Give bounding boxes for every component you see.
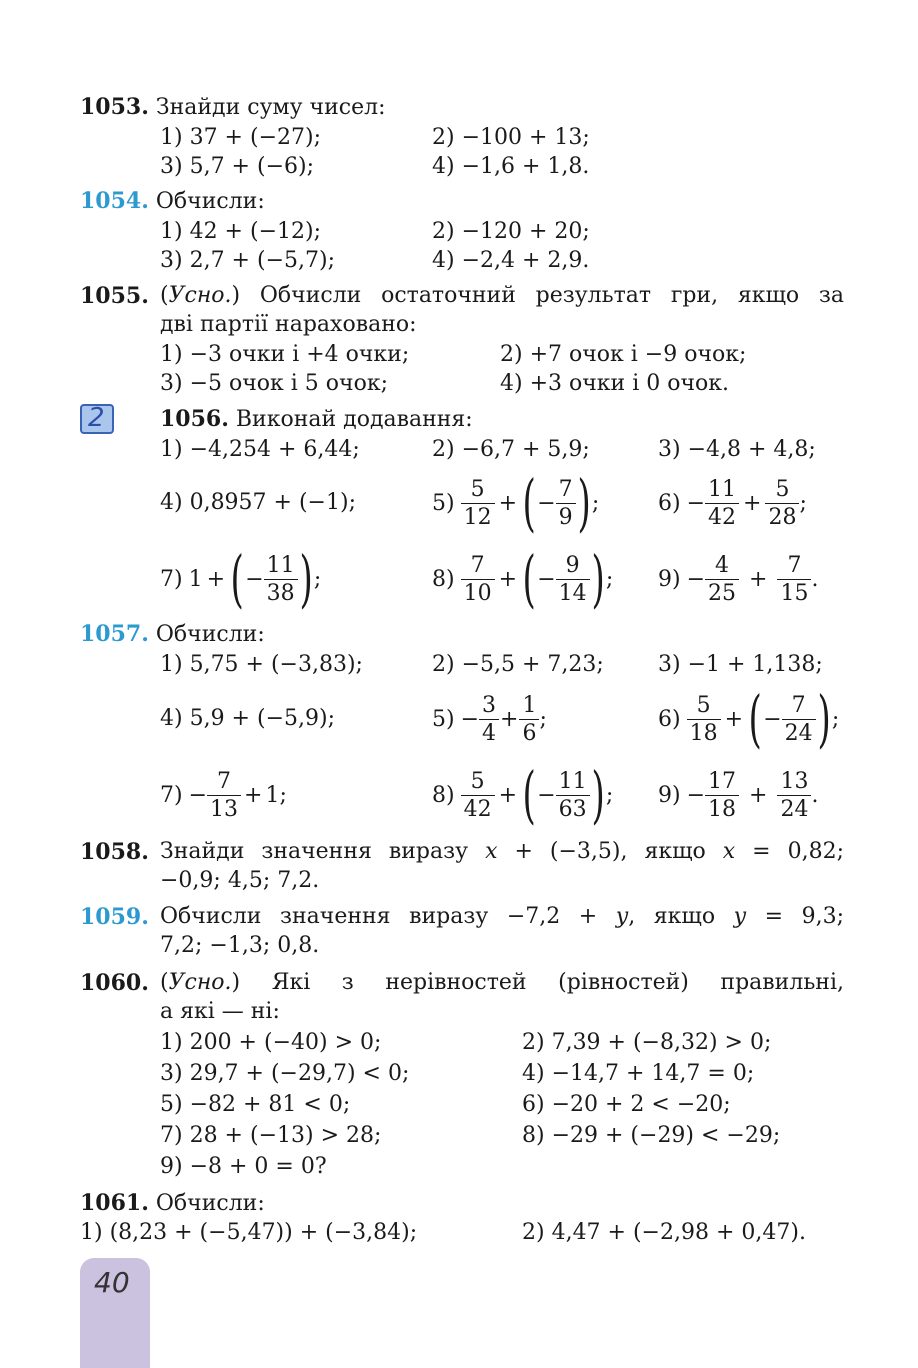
problem-text-line: 7,2; −1,3; 0,8.: [160, 933, 320, 958]
denominator: 24: [782, 719, 816, 747]
problem-1056-heading: [160, 405, 473, 434]
minus-sign: −: [460, 706, 480, 732]
problem-text: [160, 282, 844, 310]
fraction: [765, 476, 799, 531]
fraction: [461, 768, 495, 823]
fraction-expression: [658, 470, 807, 536]
problem-item: 7) 28 + (−13) > 28;: [160, 1123, 382, 1148]
punctuation: ;: [279, 782, 287, 808]
item-label: 5): [432, 490, 455, 516]
minus-sign: −: [537, 566, 556, 592]
fraction: [479, 692, 499, 747]
fraction: [782, 692, 816, 747]
denominator: 28: [765, 503, 799, 531]
problem-item: 1) 200 + (−40) > 0;: [160, 1030, 382, 1055]
problem-item: 4) −2,4 + 2,9.: [432, 248, 590, 273]
minus-sign: −: [537, 490, 556, 516]
variable: x: [485, 839, 498, 864]
fraction-expression: [432, 758, 614, 831]
problem-item: 1) −3 очки і +4 очки;: [160, 342, 410, 367]
fraction-expression: [658, 682, 840, 755]
problem-item: 3) −5 очок і 5 очок;: [160, 371, 388, 396]
fraction-expression: [432, 466, 600, 539]
problem-item: 2) 7,39 + (−8,32) > 0;: [522, 1030, 772, 1055]
item-label: 7): [160, 782, 183, 808]
denominator: 25: [705, 579, 739, 607]
fraction: [705, 552, 739, 607]
numerator: 7: [217, 768, 232, 794]
fraction-expression: [432, 542, 614, 615]
problem-number: 1056.: [160, 406, 229, 432]
paren-open: (: [522, 466, 536, 539]
problem-number-1058: [80, 838, 149, 867]
minus-sign: −: [686, 566, 706, 592]
problem-item: 2) −100 + 13;: [432, 125, 590, 150]
difficulty-level-badge: [80, 404, 114, 434]
numerator: 11: [708, 476, 737, 502]
denominator: 4: [479, 719, 499, 747]
problem-item: 1) 37 + (−27);: [160, 125, 321, 150]
minus-sign: −: [537, 782, 556, 808]
problem-number: 1060.: [80, 970, 149, 996]
numerator: 5: [775, 476, 790, 502]
paren-close: ): [591, 542, 605, 615]
punctuation: ;: [605, 782, 614, 808]
fraction-expression: [160, 762, 287, 828]
paren-open: (: [522, 758, 536, 831]
punctuation: ;: [313, 566, 322, 592]
numerator: 3: [482, 692, 497, 718]
variable: y: [733, 904, 747, 929]
denominator: 15: [777, 579, 811, 607]
denominator: 18: [687, 719, 721, 747]
problem-item: 1) 5,75 + (−3,83);: [160, 652, 363, 677]
problem-number: 1058.: [80, 839, 149, 865]
problem-text: Обчисли:: [155, 1191, 265, 1216]
numerator: 13: [780, 768, 809, 794]
numerator: 5: [696, 692, 711, 718]
paren-close: ): [577, 466, 591, 539]
problem-item: 4) +3 очки і 0 очок.: [500, 371, 729, 396]
punctuation: ;: [799, 490, 807, 516]
fraction: [705, 476, 739, 531]
paren-close: ): [231, 970, 241, 995]
problem-text-line: −0,9; 4,5; 7,2.: [160, 868, 320, 893]
problem-text: Обчисли:: [155, 622, 265, 647]
punctuation: ;: [605, 566, 614, 592]
oral-label: Усно.: [168, 970, 232, 995]
item-label: 9): [658, 782, 681, 808]
problem-1061-heading: [80, 1189, 265, 1218]
problem-number: 1054.: [80, 188, 149, 214]
numerator: 11: [558, 768, 587, 794]
fraction: [705, 768, 739, 823]
problem-number: 1057.: [80, 621, 149, 647]
operator: +: [206, 566, 226, 592]
variable: x: [722, 839, 736, 864]
paren-close: ): [817, 682, 831, 755]
problem-text: [160, 969, 844, 997]
operator: +: [498, 782, 518, 808]
paren-open: (: [160, 283, 169, 308]
problem-text-line: Які з нерівностей (рівностей) правильні,: [271, 970, 844, 995]
item-label: 8): [432, 566, 455, 592]
paren-open: (: [522, 542, 536, 615]
text-part: = 0,82;: [752, 839, 844, 864]
fraction: [264, 552, 298, 607]
problem-text-line: Обчисли остаточний результат гри, якщо за: [259, 283, 844, 308]
operator: +: [743, 490, 762, 516]
fraction: [687, 692, 721, 747]
problem-number: 1053.: [80, 94, 149, 120]
numerator: 5: [470, 476, 485, 502]
denominator: 24: [777, 795, 811, 823]
fraction-expression: [658, 762, 818, 828]
item-label: 6): [658, 490, 681, 516]
variable: y: [615, 904, 629, 929]
fraction: [461, 476, 495, 531]
fraction: [777, 768, 811, 823]
punctuation: ;: [831, 706, 840, 732]
item-label: 8): [432, 782, 455, 808]
numerator: 1: [522, 692, 537, 718]
problem-item: 3) 5,7 + (−6);: [160, 154, 314, 179]
fraction: [556, 552, 590, 607]
numerator: 7: [791, 692, 806, 718]
numerator: 7: [787, 552, 802, 578]
problem-number-1055: [80, 282, 149, 311]
operator: +: [498, 490, 518, 516]
item-label: 7): [160, 566, 183, 592]
paren-open: (: [230, 542, 244, 615]
text-part: + (−3,5), якщо: [514, 839, 706, 864]
item-label: 5): [432, 706, 455, 732]
problem-text: Знайди суму чисел:: [155, 95, 386, 120]
paren-close: ): [231, 283, 241, 308]
minus-sign: −: [686, 490, 706, 516]
problem-item: 4) 0,8957 + (−1);: [160, 490, 356, 515]
problem-text-line: дві партії нараховано:: [160, 312, 417, 337]
fraction: [207, 768, 241, 823]
problem-item: 2) −5,5 + 7,23;: [432, 652, 604, 677]
paren-open: (: [748, 682, 762, 755]
denominator: 42: [461, 795, 495, 823]
denominator: 10: [461, 579, 495, 607]
denominator: 12: [461, 503, 495, 531]
operator: +: [244, 782, 263, 808]
numerator: 11: [266, 552, 295, 578]
problem-number: 1059.: [80, 904, 149, 930]
problem-item: 5) −82 + 81 < 0;: [160, 1092, 351, 1117]
denominator: 38: [264, 579, 298, 607]
numerator: 9: [565, 552, 580, 578]
problem-1057-heading: [80, 620, 265, 649]
fraction-expression: [658, 546, 818, 612]
fraction: [461, 552, 495, 607]
numerator: 17: [708, 768, 737, 794]
problem-1054-heading: [80, 187, 265, 216]
page-number-tab: [80, 1258, 150, 1368]
numerator: 4: [715, 552, 730, 578]
punctuation: ;: [591, 490, 600, 516]
integer: 1: [265, 782, 280, 808]
item-label: 6): [658, 706, 681, 732]
punctuation: .: [811, 566, 819, 592]
denominator: 6: [519, 719, 539, 747]
oral-label: Усно.: [168, 283, 232, 308]
problem-item: 3) 29,7 + (−29,7) < 0;: [160, 1061, 410, 1086]
integer: 1: [188, 566, 203, 592]
problem-item: 1) 42 + (−12);: [160, 219, 321, 244]
paren-close: ): [591, 758, 605, 831]
denominator: 63: [556, 795, 590, 823]
problem-number: 1055.: [80, 283, 149, 309]
problem-item: 4) −1,6 + 1,8.: [432, 154, 590, 179]
denominator: 9: [556, 503, 576, 531]
problem-item: 1) (8,23 + (−5,47)) + (−3,84);: [80, 1220, 418, 1245]
text-part: = 9,3;: [764, 904, 844, 929]
minus-sign: −: [686, 782, 706, 808]
punctuation: .: [811, 782, 819, 808]
operator: +: [724, 706, 744, 732]
problem-text: Обчисли:: [155, 189, 265, 214]
level-number: 2: [88, 403, 105, 433]
denominator: 13: [207, 795, 241, 823]
problem-number-1059: [80, 903, 149, 932]
item-label: 9): [658, 566, 681, 592]
punctuation: ;: [539, 706, 547, 732]
operator: +: [749, 566, 768, 592]
problem-item: 9) −8 + 0 = 0?: [160, 1154, 327, 1179]
numerator: 5: [470, 768, 485, 794]
numerator: 7: [470, 552, 485, 578]
paren-open: (: [160, 970, 169, 995]
operator: +: [749, 782, 768, 808]
problem-text: Виконай додавання:: [235, 407, 473, 432]
page-number: 40: [94, 1266, 130, 1299]
problem-item: 6) −20 + 2 < −20;: [522, 1092, 731, 1117]
problem-item: 4) 5,9 + (−5,9);: [160, 706, 335, 731]
text-part: Обчисли значення виразу −7,2 +: [160, 904, 598, 929]
problem-text: [160, 903, 844, 931]
paren-close: ): [299, 542, 313, 615]
problem-text: [160, 838, 844, 866]
text-part: , якщо: [628, 904, 716, 929]
problem-number-1060: [80, 969, 149, 998]
problem-item: 2) 4,47 + (−2,98 + 0,47).: [522, 1220, 806, 1245]
numerator: 7: [558, 476, 573, 502]
denominator: 42: [705, 503, 739, 531]
text-part: Знайди значення виразу: [160, 839, 469, 864]
fraction-expression: [160, 542, 322, 615]
minus-sign: −: [763, 706, 782, 732]
problem-item: 4) −14,7 + 14,7 = 0;: [522, 1061, 755, 1086]
problem-item: 3) 2,7 + (−5,7);: [160, 248, 335, 273]
problem-number: 1061.: [80, 1190, 149, 1216]
operator: +: [500, 706, 519, 732]
operator: +: [498, 566, 518, 592]
fraction: [777, 552, 811, 607]
problem-text-line: а які — ні:: [160, 999, 280, 1024]
fraction-expression: [432, 686, 547, 752]
problem-item: 1) −4,254 + 6,44;: [160, 437, 360, 462]
problem-item: 2) −120 + 20;: [432, 219, 590, 244]
problem-item: 3) −4,8 + 4,8;: [658, 437, 816, 462]
problem-item: 2) −6,7 + 5,9;: [432, 437, 590, 462]
minus-sign: −: [245, 566, 264, 592]
problem-item: 8) −29 + (−29) < −29;: [522, 1123, 781, 1148]
problem-1053-heading: [80, 93, 386, 122]
denominator: 18: [705, 795, 739, 823]
denominator: 14: [556, 579, 590, 607]
fraction: [556, 476, 576, 531]
minus-sign: −: [188, 782, 208, 808]
problem-item: 3) −1 + 1,138;: [658, 652, 823, 677]
fraction: [519, 692, 539, 747]
fraction: [556, 768, 590, 823]
problem-item: 2) +7 очок і −9 очок;: [500, 342, 747, 367]
